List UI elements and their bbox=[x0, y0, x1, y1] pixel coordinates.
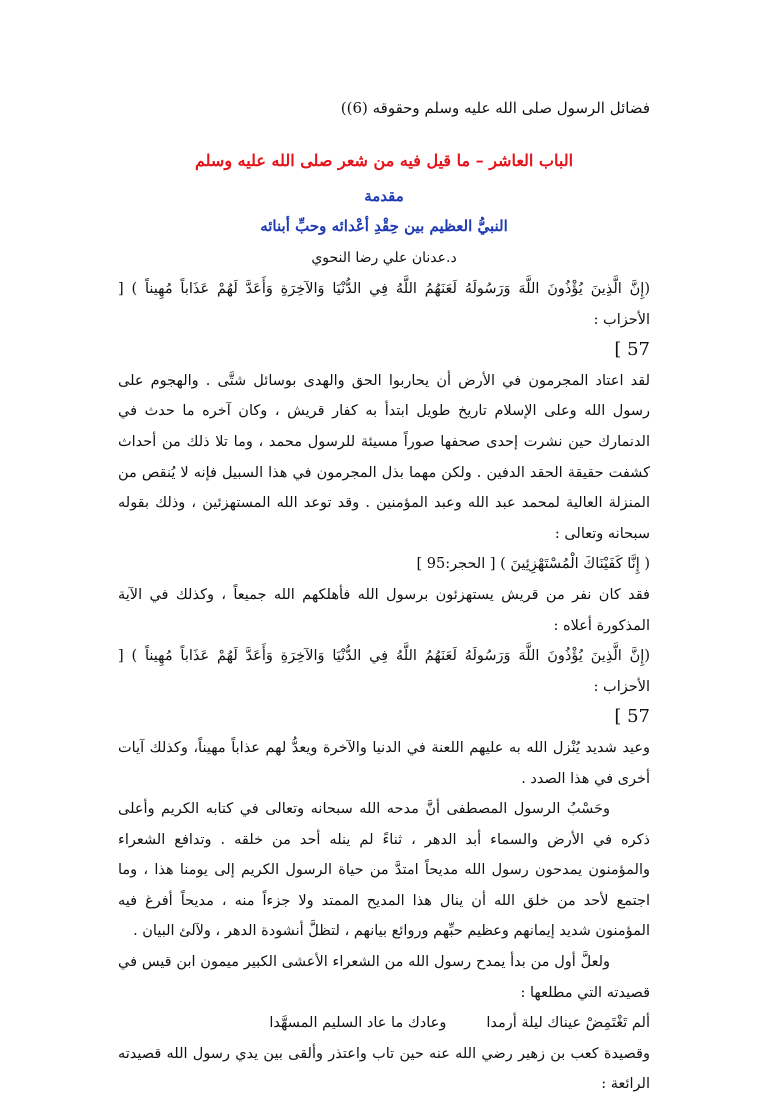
paragraph-3: وعيد شديد يُنْزل الله به عليهم اللعنة في الدنيا والآخرة ويعدُّ لهم عذاباً مهيناً، وكذلك آيات أخرى في هذا الصدد . bbox=[118, 739, 650, 787]
paragraph-4: وحَسْبُ الرسول المصطفى أنَّ مدحه الله سبحانه وتعالى في كتابه الكريم وأعلى ذكره في الأرض والسماء أبد الدهر ، ثناءً لم ينله أحد من خلقه . وتدافع الشعراء والمؤمنون يمدحون رسول الله مديحاً امتدَّ من حياة الرسول الكريم إلى يومنا هذا ، وما اجتمع لأحد من خلق الله أن ينال هذا المديح الممتد ولا جزءاً منه ، مديحاً أفرغ فيه المؤمنون شديد إيمانهم وعظيم حبِّهم وروائع بيانهم ، لتظلَّ أنشودة الدهر ، ولآلئ البيان . bbox=[118, 801, 650, 940]
paragraph-6: وقصيدة كعب بن زهير رضي الله عنه حين تاب واعتذر وألقى بين يدي رسول الله قصيدته الرائعة : bbox=[118, 1045, 650, 1093]
document-header: فضائل الرسول صلى الله عليه وسلم وحقوقه (6)) bbox=[340, 99, 650, 117]
quran-verse-1 bbox=[118, 274, 650, 366]
poem-first-hemistich: ألم تَغْتَمِضْ عيناك ليلة أرمدا bbox=[486, 1015, 650, 1032]
quran-verse-1-text: (إِنَّ الَّذِينَ يُؤْذُونَ اللَّهَ وَرَسُولَهُ لَعَنَهُمُ اللَّهُ فِي الدُّنْيَا وَالآخِرَةِ وَأَعَدَّ لَهُمْ عَذَاباً مُهِيناً ) [ الأحزاب : bbox=[118, 281, 650, 328]
poem-second-hemistich: وعادك ما عاد السليم المسهَّدا bbox=[269, 1015, 447, 1032]
author-name: د.عدنان علي رضا النحوي bbox=[311, 250, 457, 266]
quran-verse-3 bbox=[118, 641, 650, 733]
paragraph-1: لقد اعتاد المجرمون في الأرض أن يحاربوا الحق والهدى بوسائل شتَّى . والهجوم على رسول الله وعلى الإسلام تاريخ طويل ابتدأ به كفار قريش ، وكان آخره ما حدث في الدنمارك حين نشرت إحدى صحفها صوراً مسيئة للرسول محمد ، وما تلا ذلك من أحداث كشفت حقيقة الحقد الدفين . ولكن مهما بذل المجرمون في هذا السبيل فإنه لا يُنقص من المنزلة العالية لمحمد عبد الله وعبد المؤمنين . وقد توعد الله المستهزئين ، وذلك بقوله سبحانه وتعالى : bbox=[118, 372, 650, 542]
introduction-title: مقدمة bbox=[364, 187, 404, 205]
chapter-title: الباب العاشر – ما قيل فيه من شعر صلى الله عليه وسلم bbox=[194, 151, 574, 170]
quran-verse-1-ref: 57 ] bbox=[614, 339, 650, 361]
article-body bbox=[118, 274, 650, 1100]
quran-verse-3-text: (إِنَّ الَّذِينَ يُؤْذُونَ اللَّهَ وَرَسُولَهُ لَعَنَهُمُ اللَّهُ فِي الدُّنْيَا وَالآخِرَةِ وَأَعَدَّ لَهُمْ عَذَاباً مُهِيناً ) [ الأحزاب : bbox=[118, 648, 650, 695]
section-subtitle: النبيُّ العظيم بين حِقْدِ أعْدائه وحبِّ أبنائه bbox=[260, 217, 508, 235]
quran-verse-3-ref: 57 ] bbox=[614, 706, 650, 728]
paragraph-2: فقد كان نفر من قريش يستهزئون برسول الله فأهلكهم الله جميعاً ، وكذلك في الآية المذكورة أعلاه : bbox=[118, 586, 650, 634]
quran-verse-2: ( إِنَّا كَفَيْنَاكَ الْمُسْتَهْزِئِينَ ) [ الحجر:95 ] bbox=[416, 556, 650, 573]
paragraph-5: ولعلَّ أول من بدأ يمدح رسول الله من الشعراء الأعشى الكبير ميمون ابن قيس في قصيدته التي مطلعها : bbox=[118, 954, 650, 1001]
